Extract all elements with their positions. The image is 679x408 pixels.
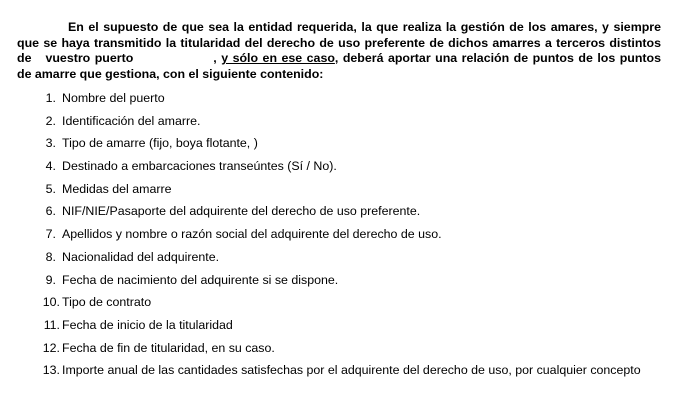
list-item-text: Destinado a embarcaciones transeúntes (Sí / No). <box>62 159 337 174</box>
list-item <box>0 341 679 357</box>
list-item-text: NIF/NIE/Pasaporte del adquirente del derecho de uso preferente. <box>62 204 421 219</box>
list-item <box>0 91 679 107</box>
list-item-number: 5. <box>45 181 56 196</box>
list-item <box>0 136 679 152</box>
intro-paragraph <box>17 20 661 82</box>
intro-text-part2: vuestro puerto <box>45 51 134 65</box>
intro-text-part4: , deberá aportar una relación de puntos de los puntos de amarre que gestiona, con el siguiente contenido: <box>17 51 661 81</box>
list-item-text: Tipo de contrato <box>62 295 152 310</box>
list-item <box>0 159 679 175</box>
list-item-number: 10. <box>42 295 60 310</box>
list-item-text: Fecha de nacimiento del adquirente si se dispone. <box>62 272 339 287</box>
list-item <box>0 318 679 334</box>
list-item-number: 1. <box>45 91 56 105</box>
list-item <box>0 295 679 311</box>
intro-underlined-text: y sólo en ese caso <box>221 51 335 65</box>
list-item-text: Fecha de fin de titularidad, en su caso. <box>62 340 275 355</box>
list-item-text: Fecha de inicio de la titularidad <box>62 317 233 332</box>
list-item-number: 8. <box>45 249 56 264</box>
list-item-number: 2. <box>45 113 56 128</box>
list-item-number: 13. <box>42 363 60 378</box>
intro-text-part1: En el supuesto de que sea la entidad requerida, la que realiza la gestión de los amares, y siempre que se haya transmitido la titularidad del derecho de uso preferente de dichos amarres a terceros distintos de <box>17 20 661 65</box>
list-item-number: 6. <box>45 204 56 219</box>
list-item-number: 4. <box>45 159 56 174</box>
list-item-text: Importe anual de las cantidades satisfechas por el adquirente del derecho de uso, por cualquier concepto <box>62 363 641 378</box>
list-item <box>0 363 679 379</box>
list-item-text: Tipo de amarre (fijo, boya flotante, ) <box>62 136 258 151</box>
content-list <box>0 91 679 386</box>
intro-text-part3: , <box>213 51 217 65</box>
list-item <box>0 227 679 243</box>
list-item <box>0 250 679 266</box>
list-item-text: Identificación del amarre. <box>62 113 201 128</box>
list-item-number: 7. <box>45 227 56 242</box>
list-item <box>0 204 679 220</box>
list-item <box>0 273 679 289</box>
list-item-text: Nombre del puerto <box>62 91 165 105</box>
list-item <box>0 182 679 198</box>
list-item-text: Apellidos y nombre o razón social del adquirente del derecho de uso. <box>62 227 442 242</box>
list-item-number: 11. <box>43 317 60 332</box>
list-item-text: Medidas del amarre <box>62 181 172 196</box>
list-item-number: 12. <box>42 340 60 355</box>
list-item-number: 9. <box>45 272 56 287</box>
list-item-number: 3. <box>45 136 56 151</box>
list-item-text: Nacionalidad del adquirente. <box>62 249 220 264</box>
list-item <box>0 114 679 130</box>
